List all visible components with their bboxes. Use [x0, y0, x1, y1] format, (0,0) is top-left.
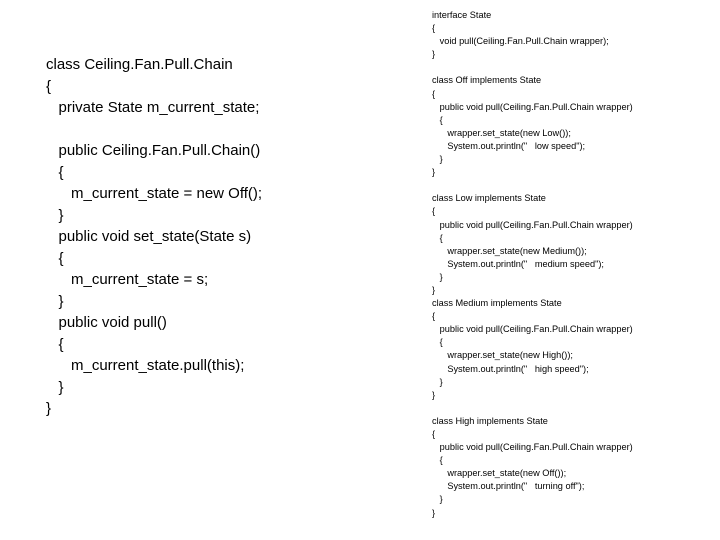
code-line: m_current_state.pull(this); — [46, 357, 245, 374]
code-line: { — [432, 23, 436, 34]
code-line: { — [432, 88, 436, 99]
code-line: wrapper.set_state(new Low()); — [432, 127, 571, 138]
state-classes-code — [432, 9, 633, 520]
code-line — [46, 119, 262, 141]
code-line: } — [432, 389, 436, 400]
code-line: System.out.println(" low speed"); — [432, 140, 586, 151]
code-line: System.out.println(" turning off"); — [432, 481, 585, 492]
code-line: } — [432, 271, 443, 282]
code-line: } — [432, 154, 443, 165]
code-line: wrapper.set_state(new Medium()); — [432, 245, 587, 256]
code-line: public void set_state(State s) — [46, 228, 252, 245]
code-line: } — [432, 49, 436, 60]
code-line: m_current_state = s; — [46, 271, 209, 288]
code-line: wrapper.set_state(new High()); — [432, 350, 573, 361]
code-line: } — [432, 376, 443, 387]
code-line: public void pull(Ceiling.Fan.Pull.Chain wrapper) — [432, 101, 633, 112]
code-line: { — [46, 77, 52, 95]
code-line: } — [432, 284, 436, 295]
code-line: } — [46, 400, 52, 417]
code-line: class Low implements State — [432, 193, 546, 204]
code-line: { — [46, 335, 64, 353]
code-line: } — [432, 494, 443, 505]
code-line: System.out.println(" high speed"); — [432, 363, 589, 374]
code-line: } — [46, 292, 64, 310]
code-line: { — [432, 232, 443, 243]
code-line: } — [432, 167, 436, 178]
code-line: } — [46, 206, 64, 224]
code-line: { — [432, 429, 436, 439]
code-line: private State m_current_state; — [46, 99, 260, 116]
code-line: public void pull(Ceiling.Fan.Pull.Chain wrapper) — [432, 324, 633, 335]
ceiling-fan-pull-chain-class-code — [46, 54, 262, 420]
code-line: { — [432, 206, 436, 217]
code-line — [432, 61, 633, 74]
code-line: public Ceiling.Fan.Pull.Chain() — [46, 142, 261, 159]
code-line: class Ceiling.Fan.Pull.Chain — [46, 56, 233, 73]
code-line: class High implements State — [432, 415, 548, 426]
code-line: { — [432, 311, 436, 322]
code-line: void pull(Ceiling.Fan.Pull.Chain wrapper); — [432, 36, 609, 47]
code-line: { — [432, 455, 443, 466]
code-line: System.out.println(" medium speed"); — [432, 258, 604, 269]
code-line: m_current_state = new Off(); — [46, 185, 263, 202]
code-line: public void pull(Ceiling.Fan.Pull.Chain wrapper) — [432, 219, 633, 230]
code-line: } — [46, 378, 64, 396]
code-line — [432, 179, 633, 192]
code-line: { — [432, 337, 443, 348]
code-line: public void pull(Ceiling.Fan.Pull.Chain wrapper) — [432, 442, 633, 453]
code-line: wrapper.set_state(new Off()); — [432, 468, 567, 479]
code-line: class Medium implements State — [432, 298, 562, 309]
code-line: public void pull() — [46, 314, 167, 331]
code-line: { — [432, 114, 443, 125]
code-line: class Off implements State — [432, 75, 542, 86]
code-line: } — [432, 507, 436, 518]
code-line: { — [46, 163, 64, 181]
code-line: interface State — [432, 10, 492, 20]
code-line — [432, 402, 633, 415]
code-line: { — [46, 249, 64, 267]
